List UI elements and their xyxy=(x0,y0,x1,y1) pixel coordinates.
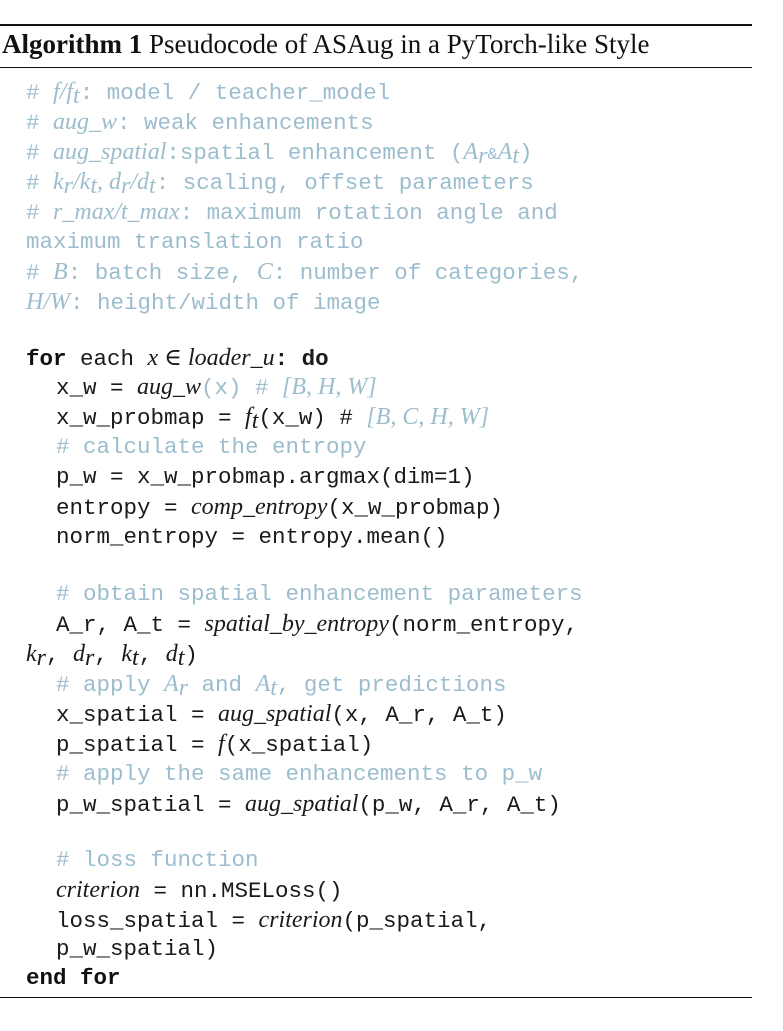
comment-line-6: # B: batch size, C: number of categories, xyxy=(26,259,584,286)
end-for-line: end for xyxy=(26,965,121,991)
comment-line-5: # r_max/t_max: maximum rotation angle and xyxy=(26,199,558,226)
code-line-5: entropy = comp_entropy(x_w_probmap) xyxy=(56,494,503,521)
code-line-15: # loss function xyxy=(56,847,259,873)
code-line-7: # obtain spatial enhancement parameters xyxy=(56,581,583,607)
comment-line-1: # $f/f_t$: model / teacher_model xyxy=(26,79,391,109)
comment-line-3: # aug_spatial:spatial enhancement $(A_r\&A_t)$ xyxy=(26,139,533,169)
code-line-9: $k_r$, $d_r$, $k_t$, $d_t$) xyxy=(26,641,198,671)
code-line-10: # apply $A_r$ and $A_t$, get predictions xyxy=(56,671,507,701)
algorithm-label: Algorithm 1 xyxy=(2,29,143,59)
code-line-17: loss_spatial = criterion(p_spatial, xyxy=(56,907,492,934)
comment-line-5-cont: maximum translation ratio xyxy=(26,229,364,255)
code-line-13: # apply the same enhancements to p_w xyxy=(56,761,543,787)
code-line-14: p_w_spatial = aug_spatial(p_w, A_r, A_t) xyxy=(56,791,561,818)
code-line-11: x_spatial = aug_spatial(x, A_r, A_t) xyxy=(56,701,507,728)
comment-line-4: # $k_r/k_t$, $d_r/d_t$: scaling, offset parameters xyxy=(26,169,534,199)
algorithm-caption xyxy=(2,29,650,60)
algorithm-title: Pseudocode of ASAug in a PyTorch-like Style xyxy=(148,29,650,59)
comment-line-2: # aug_w: weak enhancements xyxy=(26,109,374,136)
code-line-3: # calculate the entropy xyxy=(56,434,367,460)
code-line-16: criterion = nn.MSELoss() xyxy=(56,877,343,904)
code-line-8: A_r, A_t = spatial_by_entropy(norm_entropy, xyxy=(56,611,578,638)
code-line-12: p_spatial = f(x_spatial) xyxy=(56,731,374,758)
code-line-18: p_w_spatial) xyxy=(56,936,219,962)
bottom-rule xyxy=(0,997,752,998)
top-rule xyxy=(0,24,752,26)
comment-line-6-cont: H/W: height/width of image xyxy=(26,289,381,316)
code-line-1: x_w = aug_w(x) # [B, H, W] xyxy=(56,374,377,401)
code-line-6: norm_entropy = entropy.mean() xyxy=(56,524,448,550)
for-line: for each x ∈ loader_u: do xyxy=(26,345,329,372)
code-line-4: p_w = x_w_probmap.argmax(dim=1) xyxy=(56,464,475,490)
code-line-2: x_w_probmap = $f_t(x\_w)$ # [B, C, H, W] xyxy=(56,404,490,434)
caption-rule xyxy=(0,67,752,68)
